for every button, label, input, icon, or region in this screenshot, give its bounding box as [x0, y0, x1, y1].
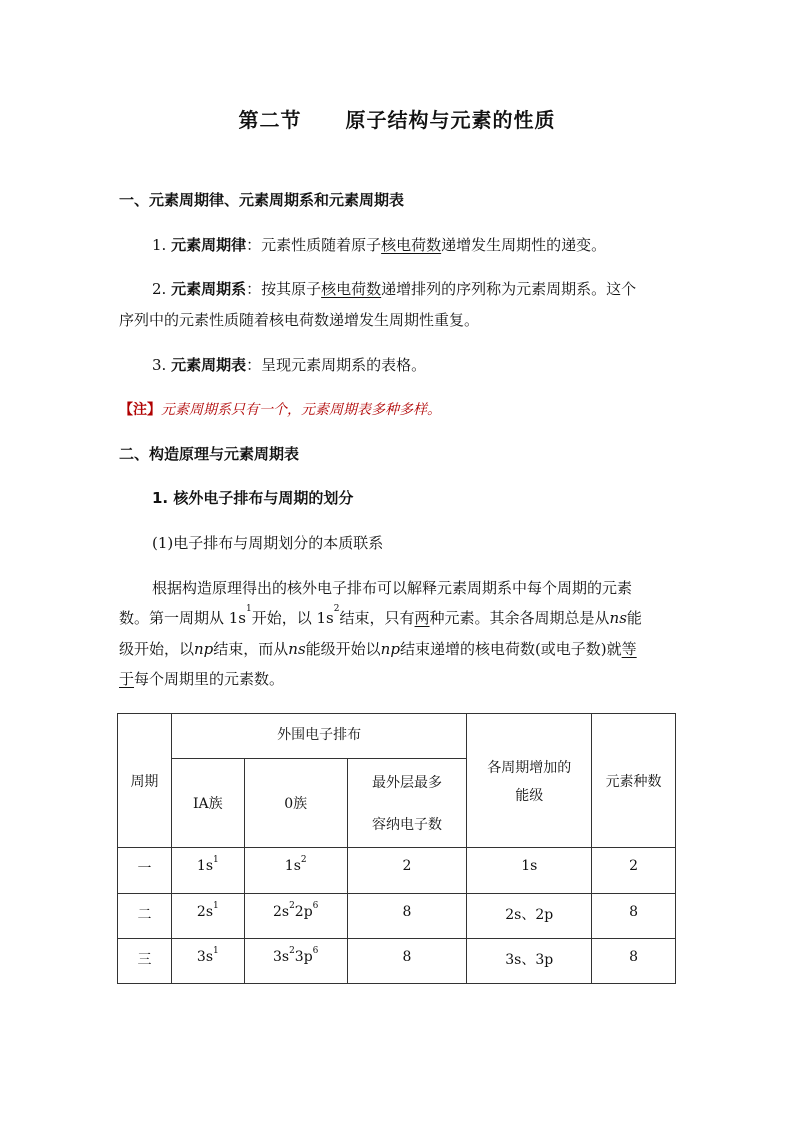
table-row: 三 $3s^1$ $3s^23p^6$ 8 3s、3p 8	[118, 939, 676, 984]
subsection-1: 1. 核外电子排布与周期的划分	[152, 489, 354, 507]
section1-heading: 一、元素周期律、元素周期系和元素周期表	[119, 191, 405, 209]
page-title	[0, 104, 794, 133]
title-section-number: 第二节	[238, 108, 302, 132]
electron-config-table	[117, 713, 676, 984]
table-row: 二 $2s^1$ $2s^22p^6$ 8 2s、2p 8	[118, 894, 676, 939]
section2-heading: 二、构造原理与元素周期表	[119, 445, 300, 463]
header-levels: 各周期增加的 能级	[467, 714, 592, 848]
item3: 3. 元素周期表：呈现元素周期系的表格。	[152, 356, 427, 374]
para-line3: 级开始，以np结束，而从ns能级开始以np结束递增的核电荷数(或电子数)就等	[119, 640, 637, 658]
note: 【注】元素周期系只有一个，元素周期表多种多样。	[119, 402, 441, 418]
header-period: 周期	[118, 714, 172, 848]
header-max-electrons: 最外层最多 容纳电子数	[347, 759, 467, 848]
para-line1: 根据构造原理得出的核外电子排布可以解释元素周期系中每个周期的元素	[152, 579, 633, 597]
table-row: 一 $1s^1$ $1s^2$ 2 1s 2	[118, 848, 676, 894]
subsection-1a: (1)电子排布与周期划分的本质联系	[152, 534, 384, 552]
header-outer-config: 外围电子排布	[171, 714, 466, 759]
header-group-0: 0族	[244, 759, 347, 848]
item2-line2: 序列中的元素性质随着核电荷数递增发生周期性重复。	[119, 311, 480, 329]
header-group-1a: ⅠA族	[171, 759, 244, 848]
item1: 1. 元素周期律：元素性质随着原子核电荷数递增发生周期性的递变。	[152, 236, 607, 254]
item2: 2. 元素周期系：按其原子核电荷数递增排列的序列称为元素周期系。这个	[152, 280, 637, 298]
header-element-count: 元素种数	[592, 714, 676, 848]
para-line4: 于每个周期里的元素数。	[119, 670, 285, 688]
title-text: 原子结构与元素的性质	[345, 108, 556, 132]
para-line2: 数。第一周期从 $1s^1$开始，以 $1s^2$结束，只有两种元素。其余各周期总是从ns能	[119, 604, 642, 627]
